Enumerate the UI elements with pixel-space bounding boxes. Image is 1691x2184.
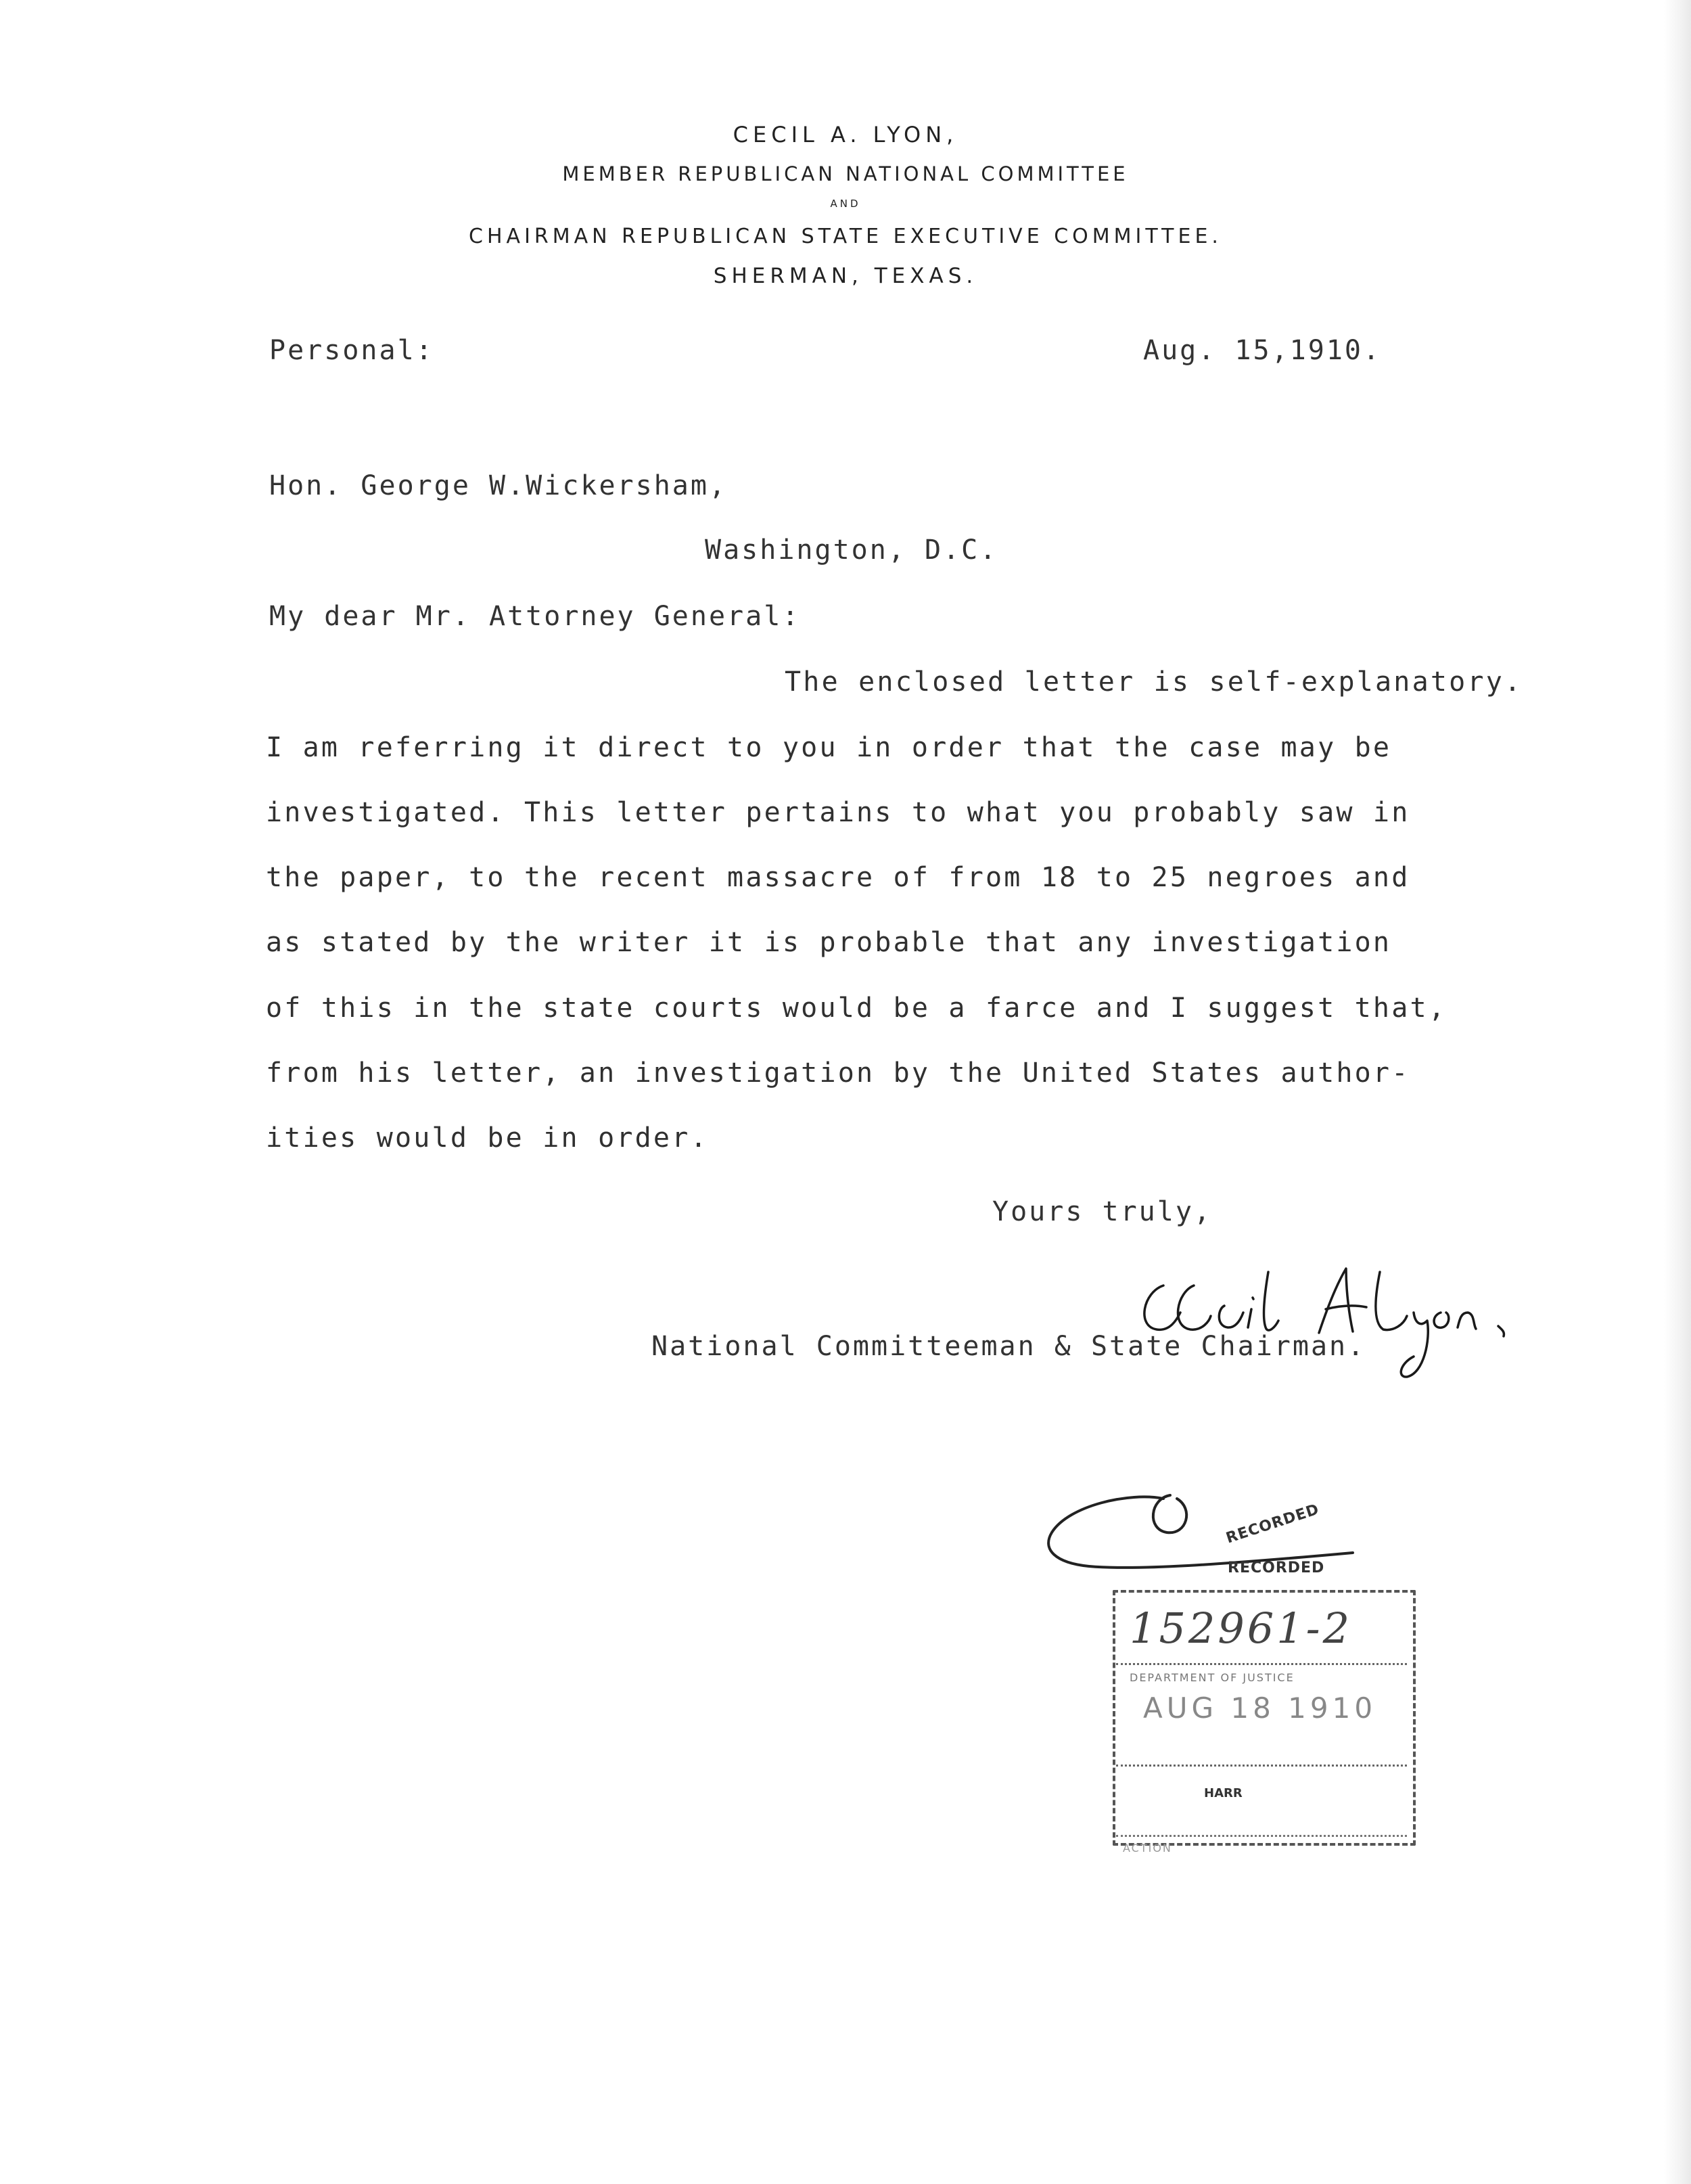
recipient-city: Washington, D.C. [705,534,998,566]
recorded-stamp: RECORDED [1228,1560,1325,1576]
letterhead-name: CECIL A. LYON, [733,122,958,147]
stamp-divider [1116,1835,1407,1837]
body-line: I am referring it direct to you in order that the case may be [266,732,1392,763]
personal-marking: Personal: [269,335,434,366]
stamp-action-label: ACTION [1123,1842,1172,1855]
stamp-department: DEPARTMENT OF JUSTICE [1130,1671,1295,1684]
stamp-clerk: HARR [1204,1786,1243,1800]
letterhead-city-line: SHERMAN, TEXAS. [713,264,978,288]
signer-title: National Committeeman & State Chairman. [651,1331,1366,1362]
body-line: of this in the state courts would be a farce and I suggest that, [266,993,1447,1024]
body-line: as stated by the writer it is probable that any investigation [266,927,1392,958]
body-line: ities would be in order. [266,1122,709,1154]
page-edge-shadow [1664,0,1691,2184]
stamp-received-date: AUG 18 1910 [1143,1691,1377,1725]
recipient-name: Hon. George W.Wickersham, [269,470,728,501]
closing: Yours truly, [992,1196,1212,1227]
letter-date: Aug. 15,1910. [1143,335,1382,366]
body-line: investigated. This letter pertains to what you probably saw in [266,797,1410,828]
body-line: The enclosed letter is self-explanatory. [785,666,1523,698]
salutation: My dear Mr. Attorney General: [269,601,801,632]
body-line: the paper, to the recent massacre of from 18 to 25 negroes and [266,862,1410,893]
stamp-divider [1116,1765,1407,1767]
file-number: 152961-2 [1130,1603,1353,1653]
stamp-divider [1116,1663,1407,1665]
letterhead-and-line: AND [830,198,861,210]
letterhead-member-line: MEMBER REPUBLICAN NATIONAL COMMITTEE [562,162,1129,185]
clerk-flourish-mark [1028,1478,1366,1600]
recorded-stamp: RECORDED [1224,1501,1322,1547]
letterhead-chairman-line: CHAIRMAN REPUBLICAN STATE EXECUTIVE COMMITTEE. [469,225,1222,248]
body-line: from his letter, an investigation by the United States author- [266,1057,1410,1089]
